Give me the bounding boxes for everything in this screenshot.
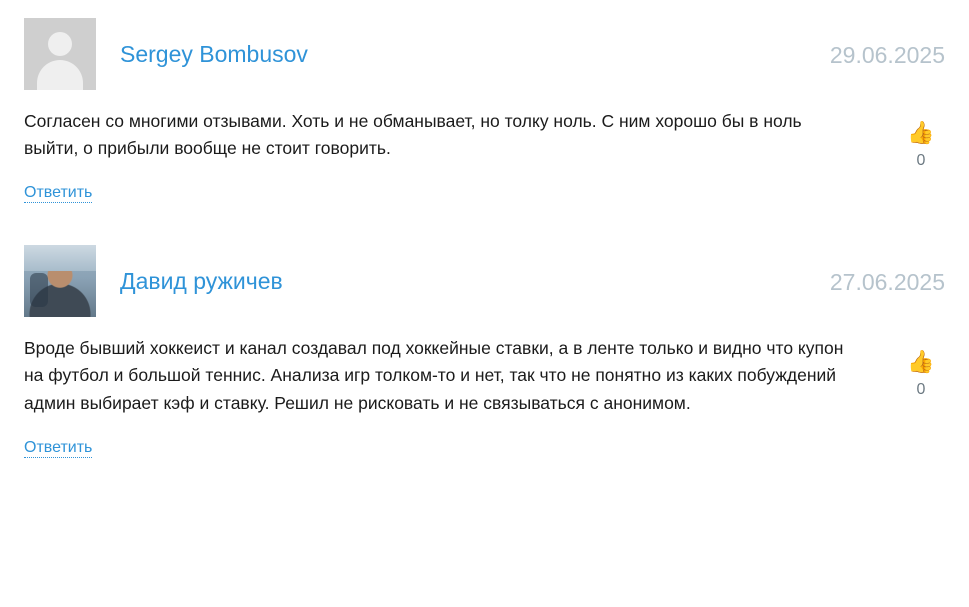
like-group: [901, 122, 941, 170]
comment-item: [24, 18, 945, 203]
like-count: 0: [916, 381, 926, 399]
like-group: [901, 351, 941, 399]
like-count: 0: [916, 152, 926, 169]
reply-button[interactable]: Ответить: [24, 438, 93, 456]
comment-header: [24, 18, 945, 90]
user-silhouette-icon: [24, 18, 96, 90]
comment-item: [24, 245, 945, 457]
comment-header: [24, 245, 945, 317]
reply-button[interactable]: Ответить: [24, 184, 93, 202]
thumbs-up-icon[interactable]: 👍: [907, 120, 935, 145]
comment-text: Вроде бывший хоккеист и канал создавал под хоккейные ставки, а в ленте только и видно что купон на футбол и большой теннис. Анализа игр толком-то и нет, так что не понятно из каких побуждений админ выбирает кэф и ставку. Решил не рисковать и не связываться с анонимом.: [24, 338, 844, 413]
comment-date: 27.06.2025: [829, 269, 945, 296]
comment-author[interactable]: Давид ружичев: [120, 267, 283, 294]
comment-author[interactable]: Sergey Bombusov: [120, 40, 308, 67]
comment-text: Согласен со многими отзывами. Хоть и не обманывает, но толку ноль. С ним хорошо бы в ноль выйти, о прибыли вообще не стоит говорить.: [24, 111, 802, 159]
comment-date: 29.06.2025: [829, 42, 945, 68]
thumbs-up-icon[interactable]: 👍: [907, 349, 935, 375]
user-photo-avatar: [24, 245, 96, 317]
